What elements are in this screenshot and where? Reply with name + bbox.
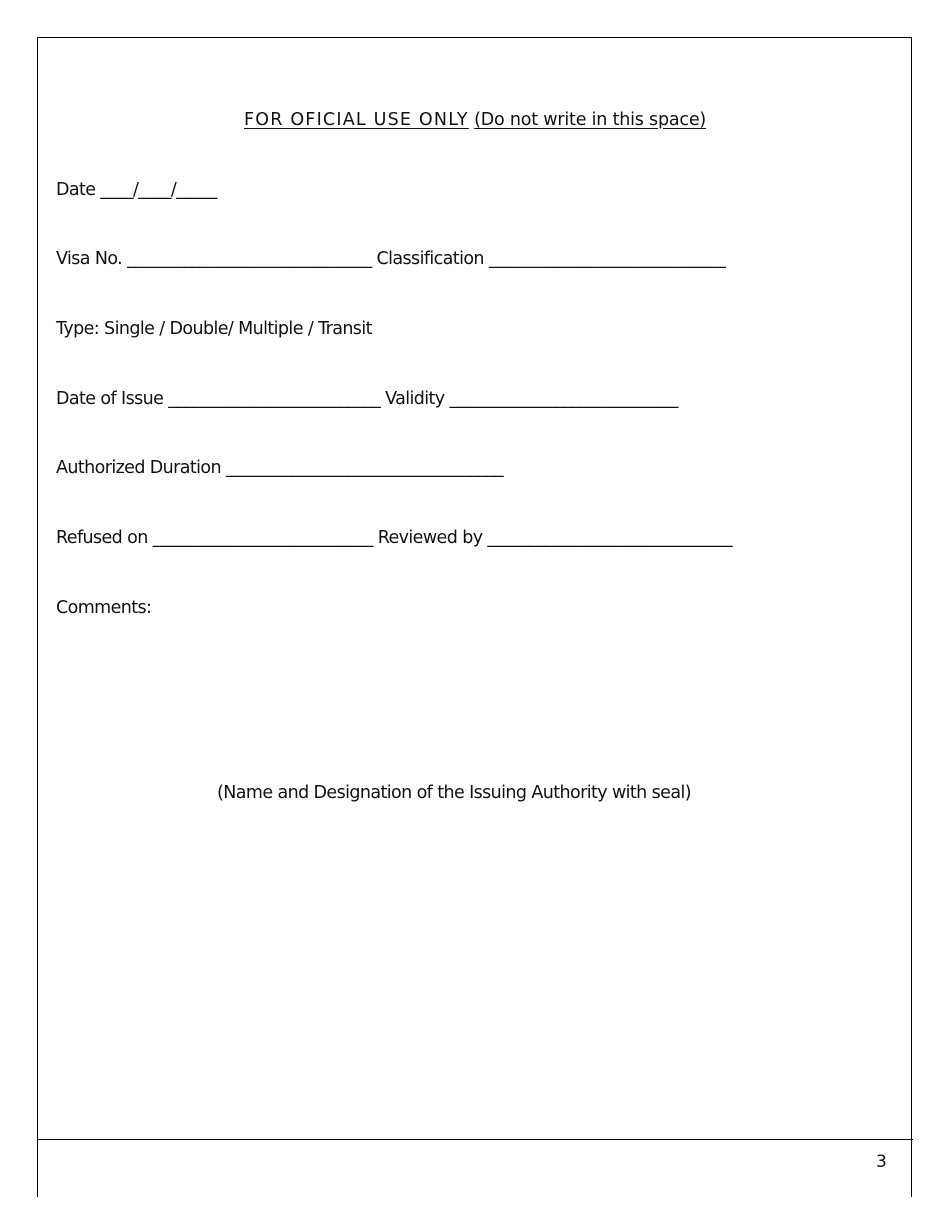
comments-label: Comments: xyxy=(56,598,152,618)
page-border xyxy=(37,37,912,1197)
visa-type-field: Type: Single / Double/ Multiple / Transit xyxy=(56,319,372,339)
issue-validity-field: Date of Issue __________________________ Validity ____________________________ xyxy=(56,389,678,409)
issuing-authority-label: (Name and Designation of the Issuing Authority with seal) xyxy=(217,783,691,803)
visa-classification-field: Visa No. ______________________________ Classification _____________________________ xyxy=(56,249,726,269)
heading-caps-text: FOR OFICIAL USE ONLY xyxy=(243,110,469,130)
refused-reviewed-field: Refused on ___________________________ Reviewed by ______________________________ xyxy=(56,528,732,548)
date-field: Date ____/____/_____ xyxy=(56,180,217,200)
page-number: 3 xyxy=(876,1152,887,1172)
footer-divider xyxy=(37,1139,913,1140)
heading-note-text: (Do not write in this space) xyxy=(474,110,707,130)
official-use-heading xyxy=(0,110,950,130)
authorized-duration-field: Authorized Duration __________________________________ xyxy=(56,458,504,478)
